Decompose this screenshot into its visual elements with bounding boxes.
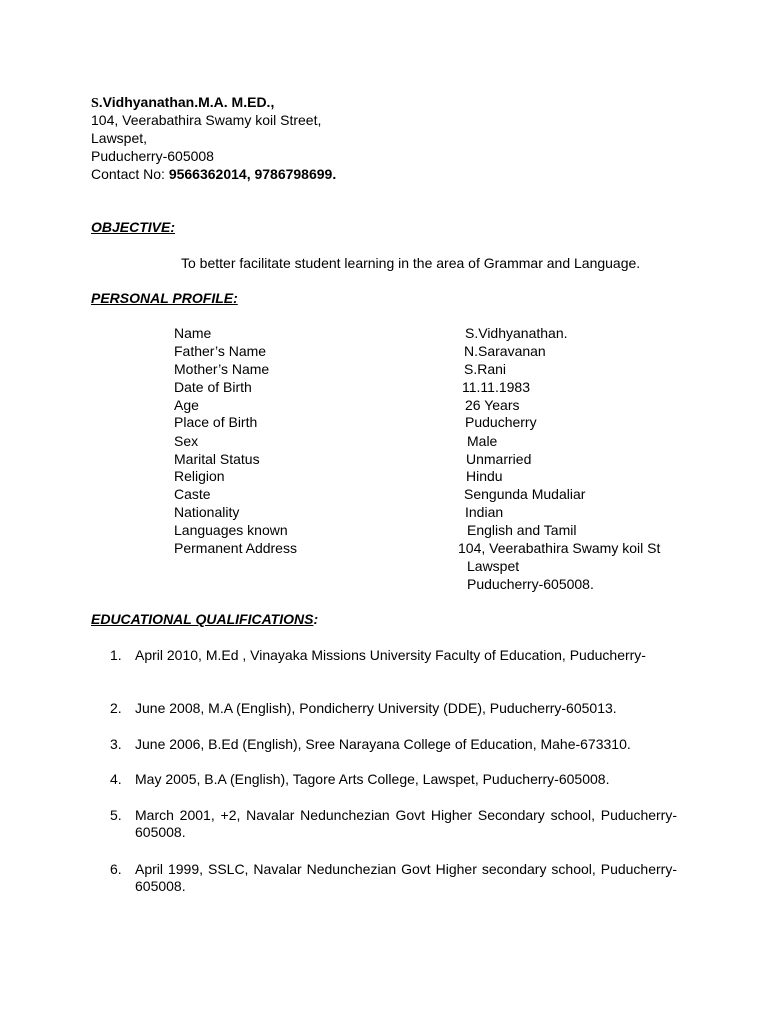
list-item-number: 5.	[110, 807, 122, 823]
list-item-text: June 2006, B.Ed (English), Sree Narayana College of Education, Mahe-673310.	[135, 736, 631, 752]
profile-label: Place of Birth	[174, 414, 258, 430]
list-item-number: 4.	[110, 771, 122, 787]
profile-row-marital-status	[0, 451, 768, 469]
profile-row-religion	[0, 468, 768, 486]
contact-line	[91, 166, 336, 183]
profile-label: Religion	[174, 468, 225, 484]
profile-value: Indian	[465, 504, 504, 520]
permanent-address-line-3: Puducherry-605008.	[467, 576, 594, 592]
profile-value: 26 Years	[465, 397, 520, 413]
candidate-name	[91, 94, 274, 112]
list-item-text: April 2010, M.Ed , Vinayaka Missions University Faculty of Education, Puducherry-	[135, 647, 646, 663]
profile-value: English and Tamil	[467, 522, 577, 538]
profile-row-caste	[0, 486, 768, 504]
profile-label: Permanent Address	[174, 540, 297, 556]
list-item-number: 6.	[110, 861, 122, 877]
address-line-1: 104, Veerabathira Swamy koil Street,	[91, 112, 322, 128]
list-item-number: 2.	[110, 700, 122, 716]
profile-value: 11.11.1983	[462, 379, 530, 395]
profile-label: Nationality	[174, 504, 240, 520]
profile-label: Age	[174, 397, 199, 413]
name-rest: .Vidhyanathan.M.A. M.ED.,	[98, 94, 275, 110]
profile-label: Date of Birth	[174, 379, 252, 395]
list-item-number: 1.	[110, 647, 122, 663]
list-item-text: May 2005, B.A (English), Tagore Arts College, Lawspet, Puducherry-605008.	[135, 771, 610, 787]
contact-label: Contact No:	[91, 166, 169, 182]
profile-value: Unmarried	[466, 451, 532, 467]
profile-row-sex	[0, 433, 768, 451]
profile-label: Marital Status	[174, 451, 260, 467]
profile-value: N.Saravanan	[464, 343, 546, 359]
name-initial: S	[91, 96, 99, 111]
profile-row-permanent-address	[0, 540, 768, 558]
objective-text: To better facilitate student learning in the area of Grammar and Language.	[181, 255, 641, 271]
profile-label: Father’s Name	[174, 343, 267, 359]
profile-label: Name	[174, 325, 212, 341]
list-item-text: June 2008, M.A (English), Pondicherry University (DDE), Puducherry-605013.	[135, 700, 617, 716]
profile-value: Male	[467, 433, 498, 449]
profile-row-nationality	[0, 504, 768, 522]
profile-row-name	[0, 325, 768, 343]
profile-label: Languages known	[174, 522, 288, 538]
profile-label: Mother’s Name	[174, 361, 270, 377]
profile-row-place-of-birth	[0, 414, 768, 432]
address-line-3: Puducherry-605008	[91, 148, 214, 164]
profile-value: 104, Veerabathira Swamy koil St	[458, 540, 661, 556]
address-line-2: Lawspet,	[91, 130, 148, 146]
list-item-text: March 2001, +2, Navalar Nedunchezian Govt Higher Secondary school, Puducherry-605008.	[135, 807, 677, 840]
list-item-text: April 1999, SSLC, Navalar Nedunchezian Govt Higher secondary school, Puducherry-605008.	[135, 861, 677, 894]
education-heading-text: EDUCATIONAL QUALIFICATIONS	[91, 611, 314, 627]
contact-numbers: 9566362014, 9786798699.	[168, 166, 337, 182]
profile-row-father	[0, 343, 768, 361]
permanent-address-line-2: Lawspet	[467, 558, 520, 574]
list-item-number: 3.	[110, 736, 122, 752]
profile-row-dob	[0, 379, 768, 397]
profile-row-age	[0, 397, 768, 415]
profile-value: Puducherry	[465, 414, 537, 430]
profile-row-languages	[0, 522, 768, 540]
profile-label: Caste	[174, 486, 211, 502]
education-heading	[91, 611, 318, 628]
personal-profile-heading: PERSONAL PROFILE:	[91, 290, 238, 306]
profile-value: S.Rani	[464, 361, 507, 377]
profile-value: S.Vidhyanathan.	[465, 325, 568, 341]
profile-label: Sex	[174, 433, 199, 449]
profile-value: Sengunda Mudaliar	[464, 486, 586, 502]
profile-value: Hindu	[466, 468, 503, 484]
profile-row-mother	[0, 361, 768, 379]
objective-heading: OBJECTIVE:	[91, 219, 176, 235]
education-heading-colon: :	[313, 611, 319, 627]
